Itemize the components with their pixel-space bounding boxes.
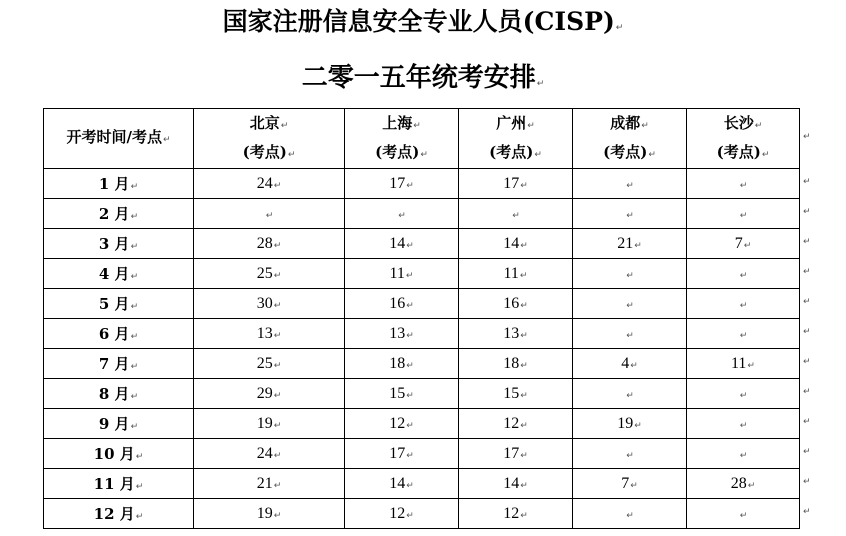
month-cell: [44, 169, 194, 199]
exam-date-value: 18: [503, 354, 520, 372]
table-row: [44, 409, 800, 439]
month-label: 1 月: [98, 175, 130, 193]
exam-date-cell: [573, 439, 687, 469]
paragraph-mark-icon: ↵: [280, 120, 289, 131]
exam-date-cell: [345, 409, 459, 439]
paragraph-mark-icon: ↵: [520, 180, 528, 191]
paragraph-mark-icon: ↵: [641, 120, 649, 131]
exam-schedule-table: [43, 108, 800, 529]
paragraph-mark-icon: ↵: [634, 420, 642, 431]
exam-date-cell: [573, 349, 687, 379]
exam-date-value: 30: [256, 294, 273, 312]
document-subtitle-text: 二零一五年统考安排: [301, 63, 536, 93]
exam-date-cell: [459, 349, 573, 379]
exam-date-cell: [573, 169, 687, 199]
exam-date-cell: [345, 229, 459, 259]
paragraph-mark-icon: ↵: [626, 210, 634, 221]
paragraph-mark-icon: ↵: [406, 360, 414, 371]
paragraph-mark-icon: ↵: [273, 330, 282, 341]
month-cell: [44, 409, 194, 439]
exam-date-cell: [345, 379, 459, 409]
table-row: [44, 199, 800, 229]
exam-date-cell: [345, 169, 459, 199]
paragraph-mark-icon: ↵: [754, 120, 763, 131]
exam-date-cell: [459, 439, 573, 469]
document-title-text: 国家注册信息安全专业人员(CISP): [222, 7, 615, 36]
exam-site-note: (考点): [603, 142, 648, 161]
exam-date-cell: [194, 499, 345, 529]
month-cell: [44, 229, 194, 259]
exam-date-cell: [687, 499, 800, 529]
row-end-mark-icon: ↵: [803, 296, 811, 307]
paragraph-mark-icon: ↵: [520, 240, 528, 251]
exam-date-cell: [459, 169, 573, 199]
exam-date-value: 19: [256, 504, 273, 522]
exam-date-value: 12: [503, 504, 520, 522]
table-row: [44, 499, 800, 529]
paragraph-mark-icon: ↵: [273, 450, 282, 461]
paragraph-mark-icon: ↵: [265, 210, 274, 221]
exam-date-cell: [459, 259, 573, 289]
exam-date-cell: [345, 439, 459, 469]
paragraph-mark-icon: ↵: [406, 180, 414, 191]
paragraph-mark-icon: ↵: [413, 120, 421, 131]
paragraph-mark-icon: ↵: [135, 512, 144, 522]
paragraph-mark-icon: ↵: [747, 480, 756, 491]
paragraph-mark-icon: ↵: [626, 180, 634, 191]
table-row: [44, 379, 800, 409]
paragraph-mark-icon: ↵: [739, 510, 748, 521]
exam-date-cell: [459, 499, 573, 529]
paragraph-mark-icon: ↵: [520, 450, 528, 461]
paragraph-mark-icon: ↵: [130, 422, 139, 432]
paragraph-mark-icon: ↵: [405, 270, 414, 281]
exam-date-cell: [687, 229, 800, 259]
paragraph-mark-icon: ↵: [273, 480, 282, 491]
paragraph-mark-icon: ↵: [626, 510, 634, 521]
exam-date-value: 7: [621, 474, 630, 492]
exam-site-note: (考点): [375, 142, 420, 161]
exam-date-value: 19: [256, 414, 273, 432]
exam-date-cell: [459, 319, 573, 349]
exam-date-cell: [573, 469, 687, 499]
table-row: [44, 349, 800, 379]
paragraph-mark-icon: ↵: [273, 270, 282, 281]
paragraph-mark-icon: ↵: [512, 210, 520, 221]
month-cell: [44, 199, 194, 229]
paragraph-mark-icon: ↵: [406, 480, 414, 491]
exam-date-cell: [345, 499, 459, 529]
row-end-mark-icon: ↵: [803, 416, 811, 427]
exam-date-cell: [687, 259, 800, 289]
column-header-4: [573, 109, 687, 169]
paragraph-mark-icon: ↵: [130, 362, 139, 372]
month-cell: [44, 499, 194, 529]
month-cell: [44, 259, 194, 289]
paragraph-mark-icon: ↵: [398, 210, 406, 221]
paragraph-mark-icon: ↵: [626, 390, 634, 401]
paragraph-mark-icon: ↵: [273, 240, 282, 251]
exam-date-cell: [459, 289, 573, 319]
exam-date-cell: [194, 379, 345, 409]
paragraph-mark-icon: ↵: [739, 210, 748, 221]
exam-date-cell: [194, 199, 345, 229]
month-cell: [44, 469, 194, 499]
exam-date-value: 17: [503, 174, 520, 192]
exam-site-note: (考点): [489, 142, 534, 161]
month-cell: [44, 379, 194, 409]
exam-date-value: 24: [256, 174, 273, 192]
city-name: 上海: [382, 113, 413, 132]
exam-date-value: 14: [389, 474, 406, 492]
exam-date-cell: [194, 319, 345, 349]
exam-date-cell: [345, 319, 459, 349]
month-label: 2 月: [98, 205, 130, 223]
document-title: [0, 4, 846, 46]
city-name: 北京: [249, 113, 280, 132]
paragraph-mark-icon: ↵: [130, 182, 139, 192]
exam-date-value: 29: [256, 384, 273, 402]
exam-date-cell: [345, 259, 459, 289]
exam-date-value: 16: [389, 294, 406, 312]
exam-date-value: 21: [256, 474, 273, 492]
paragraph-mark-icon: ↵: [130, 242, 139, 252]
city-name: 成都: [610, 113, 641, 132]
exam-date-value: 13: [503, 324, 520, 342]
row-end-mark-icon: ↵: [803, 506, 811, 517]
paragraph-mark-icon: ↵: [273, 180, 282, 191]
exam-date-cell: [687, 349, 800, 379]
table-row: [44, 469, 800, 499]
exam-date-cell: [345, 289, 459, 319]
exam-date-cell: [687, 319, 800, 349]
paragraph-mark-icon: ↵: [615, 23, 624, 33]
exam-date-value: 4: [621, 354, 630, 372]
paragraph-mark-icon: ↵: [406, 420, 414, 431]
table-header-row: [44, 109, 800, 169]
paragraph-mark-icon: ↵: [130, 332, 139, 342]
exam-date-value: 12: [389, 504, 406, 522]
month-label: 6 月: [98, 325, 130, 343]
corner-header-cell: [44, 109, 194, 169]
row-end-mark-icon: ↵: [803, 206, 811, 217]
paragraph-mark-icon: ↵: [520, 300, 528, 311]
city-name: 广州: [496, 113, 527, 132]
paragraph-mark-icon: ↵: [520, 390, 528, 401]
paragraph-mark-icon: ↵: [162, 135, 171, 145]
exam-date-cell: [345, 469, 459, 499]
month-label: 12 月: [93, 505, 135, 523]
exam-date-value: 11: [389, 264, 405, 282]
exam-date-value: 17: [389, 174, 406, 192]
exam-date-cell: [573, 379, 687, 409]
exam-date-value: 14: [389, 234, 406, 252]
paragraph-mark-icon: ↵: [739, 300, 748, 311]
exam-date-cell: [687, 289, 800, 319]
paragraph-mark-icon: ↵: [648, 149, 656, 160]
exam-date-cell: [194, 439, 345, 469]
exam-date-value: 28: [730, 474, 747, 492]
table-row: [44, 319, 800, 349]
exam-date-cell: [194, 229, 345, 259]
exam-date-cell: [194, 169, 345, 199]
table-row: [44, 169, 800, 199]
paragraph-mark-icon: ↵: [273, 510, 282, 521]
paragraph-mark-icon: ↵: [130, 272, 139, 282]
paragraph-mark-icon: ↵: [534, 149, 542, 160]
month-cell: [44, 289, 194, 319]
paragraph-mark-icon: ↵: [130, 302, 139, 312]
month-label: 3 月: [98, 235, 130, 253]
exam-date-value: 13: [256, 324, 273, 342]
table-row: [44, 259, 800, 289]
table-row: [44, 439, 800, 469]
exam-date-value: 24: [256, 444, 273, 462]
paragraph-mark-icon: ↵: [626, 270, 634, 281]
exam-date-value: 14: [503, 474, 520, 492]
paragraph-mark-icon: ↵: [135, 452, 144, 462]
month-label: 10 月: [93, 445, 135, 463]
exam-date-cell: [194, 349, 345, 379]
paragraph-mark-icon: ↵: [761, 149, 770, 160]
month-label: 5 月: [98, 295, 130, 313]
paragraph-mark-icon: ↵: [626, 450, 634, 461]
row-end-mark-icon: ↵: [803, 266, 811, 277]
row-end-mark-icon: ↵: [803, 356, 811, 367]
paragraph-mark-icon: ↵: [520, 360, 528, 371]
paragraph-mark-icon: ↵: [630, 360, 638, 371]
paragraph-mark-icon: ↵: [406, 330, 414, 341]
exam-date-cell: [459, 229, 573, 259]
exam-date-cell: [194, 259, 345, 289]
exam-date-cell: [573, 499, 687, 529]
row-end-mark-icon: ↵: [803, 386, 811, 397]
paragraph-mark-icon: ↵: [630, 480, 638, 491]
paragraph-mark-icon: ↵: [739, 270, 748, 281]
table-row: [44, 229, 800, 259]
exam-date-cell: [573, 229, 687, 259]
paragraph-mark-icon: ↵: [130, 212, 139, 222]
row-end-mark-icon: ↵: [803, 326, 811, 337]
column-header-1: [194, 109, 345, 169]
column-header-3: [459, 109, 573, 169]
exam-date-cell: [459, 199, 573, 229]
exam-date-cell: [687, 469, 800, 499]
exam-date-value: 7: [734, 234, 743, 252]
column-header-2: [345, 109, 459, 169]
paragraph-mark-icon: ↵: [130, 392, 139, 402]
exam-date-cell: [687, 379, 800, 409]
exam-date-value: 25: [256, 264, 273, 282]
table-row: [44, 289, 800, 319]
exam-date-value: 16: [503, 294, 520, 312]
exam-date-cell: [573, 409, 687, 439]
exam-date-cell: [194, 289, 345, 319]
exam-site-note: (考点): [716, 142, 761, 161]
exam-date-cell: [687, 199, 800, 229]
paragraph-mark-icon: ↵: [406, 450, 414, 461]
exam-date-cell: [459, 409, 573, 439]
paragraph-mark-icon: ↵: [135, 482, 144, 492]
exam-date-value: 11: [503, 264, 519, 282]
exam-date-cell: [459, 469, 573, 499]
exam-date-cell: [194, 409, 345, 439]
exam-date-cell: [194, 469, 345, 499]
paragraph-mark-icon: ↵: [287, 149, 296, 160]
exam-date-cell: [687, 439, 800, 469]
paragraph-mark-icon: ↵: [273, 420, 282, 431]
paragraph-mark-icon: ↵: [519, 270, 528, 281]
paragraph-mark-icon: ↵: [739, 450, 748, 461]
paragraph-mark-icon: ↵: [520, 420, 528, 431]
city-name: 长沙: [723, 113, 754, 132]
paragraph-mark-icon: ↵: [747, 360, 755, 371]
exam-date-value: 14: [503, 234, 520, 252]
month-cell: [44, 439, 194, 469]
paragraph-mark-icon: ↵: [739, 390, 748, 401]
document-subtitle: [0, 60, 846, 102]
paragraph-mark-icon: ↵: [406, 390, 414, 401]
column-header-5: [687, 109, 800, 169]
exam-date-value: 11: [731, 354, 747, 372]
exam-date-value: 25: [256, 354, 273, 372]
exam-date-value: 12: [389, 414, 406, 432]
row-end-mark-icon: ↵: [803, 176, 811, 187]
exam-date-value: 17: [389, 444, 406, 462]
exam-date-cell: [345, 349, 459, 379]
exam-date-cell: [345, 199, 459, 229]
exam-date-cell: [687, 409, 800, 439]
exam-date-value: 15: [389, 384, 406, 402]
exam-date-value: 28: [256, 234, 273, 252]
row-end-mark-icon: ↵: [803, 476, 811, 487]
paragraph-mark-icon: ↵: [743, 240, 752, 251]
exam-date-value: 17: [503, 444, 520, 462]
month-label: 9 月: [98, 415, 130, 433]
paragraph-mark-icon: ↵: [273, 390, 282, 401]
month-label: 7 月: [98, 355, 130, 373]
paragraph-mark-icon: ↵: [520, 480, 528, 491]
paragraph-mark-icon: ↵: [527, 120, 535, 131]
month-label: 8 月: [98, 385, 130, 403]
paragraph-mark-icon: ↵: [420, 149, 428, 160]
paragraph-mark-icon: ↵: [406, 240, 414, 251]
month-cell: [44, 349, 194, 379]
month-cell: [44, 319, 194, 349]
paragraph-mark-icon: ↵: [739, 330, 748, 341]
paragraph-mark-icon: ↵: [273, 360, 282, 371]
paragraph-mark-icon: ↵: [739, 180, 748, 191]
corner-header-label: 开考时间/考点: [66, 128, 162, 146]
exam-site-note: (考点): [242, 142, 287, 161]
exam-date-value: 15: [503, 384, 520, 402]
month-label: 11 月: [93, 475, 135, 493]
paragraph-mark-icon: ↵: [520, 510, 528, 521]
paragraph-mark-icon: ↵: [626, 300, 634, 311]
exam-date-cell: [573, 259, 687, 289]
paragraph-mark-icon: ↵: [520, 330, 528, 341]
exam-date-cell: [573, 319, 687, 349]
exam-date-cell: [687, 169, 800, 199]
paragraph-mark-icon: ↵: [273, 300, 282, 311]
row-end-mark-icon: ↵: [803, 131, 811, 142]
exam-date-cell: [573, 289, 687, 319]
exam-date-value: 13: [389, 324, 406, 342]
exam-date-value: 21: [617, 234, 634, 252]
exam-date-value: 12: [503, 414, 520, 432]
paragraph-mark-icon: ↵: [536, 79, 545, 89]
paragraph-mark-icon: ↵: [634, 240, 642, 251]
exam-date-cell: [573, 199, 687, 229]
paragraph-mark-icon: ↵: [406, 510, 414, 521]
month-label: 4 月: [98, 265, 130, 283]
exam-date-cell: [459, 379, 573, 409]
row-end-mark-icon: ↵: [803, 446, 811, 457]
paragraph-mark-icon: ↵: [406, 300, 414, 311]
paragraph-mark-icon: ↵: [626, 330, 634, 341]
paragraph-mark-icon: ↵: [739, 420, 748, 431]
row-end-mark-icon: ↵: [803, 236, 811, 247]
exam-date-value: 19: [617, 414, 634, 432]
exam-date-value: 18: [389, 354, 406, 372]
